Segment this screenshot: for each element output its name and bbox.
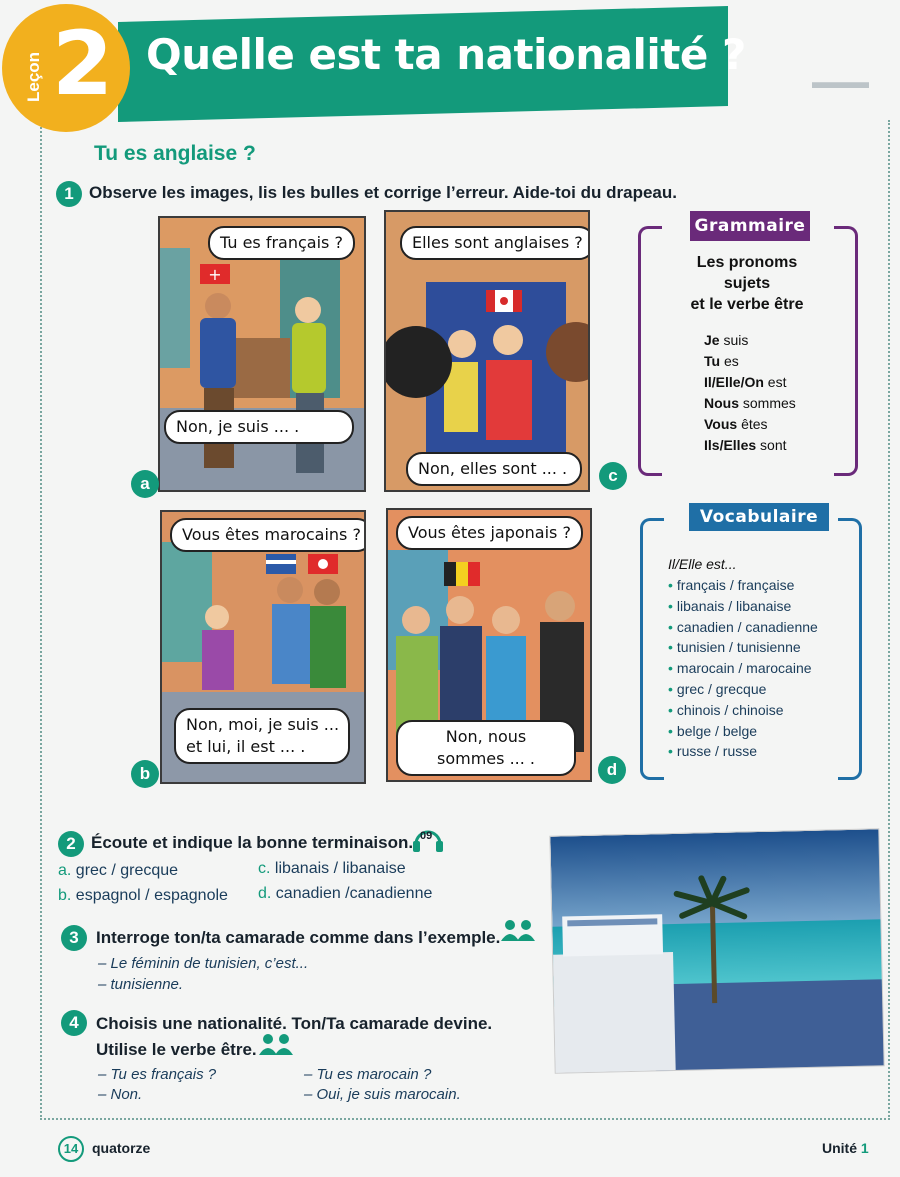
- exercise-3-example-line-1: – Le féminin de tunisien, c’est...: [98, 955, 309, 972]
- item-text: libanais / libanaise: [270, 860, 406, 877]
- lesson-label: Leçon: [24, 51, 43, 102]
- vocabulaire-list: [668, 575, 818, 762]
- item-text: canadien /canadienne: [271, 885, 433, 902]
- conjugation-row: [704, 330, 796, 351]
- answer-line-2: sommes ... .: [437, 749, 535, 768]
- speech-bubble-answer: [396, 720, 576, 776]
- pronoun: Nous: [704, 395, 739, 411]
- vocab-item-text: chinois / chinoise: [676, 701, 784, 718]
- headphones-icon[interactable]: [411, 824, 445, 854]
- conjugation-list: [704, 330, 796, 456]
- speech-bubble-question: Vous êtes marocains ?: [170, 518, 366, 552]
- verb-form: sommes: [739, 395, 796, 411]
- exercise-2-instruction: Écoute et indique la bonne terminaison.: [91, 833, 414, 852]
- section-subtitle: Tu es anglaise ?: [94, 142, 256, 165]
- page-number-badge: 14: [58, 1136, 84, 1162]
- vocabulaire-bracket-left: [640, 518, 664, 780]
- answer-line-1: Non, nous: [445, 727, 527, 746]
- page-title: Quelle est ta nationalité ?: [146, 30, 746, 79]
- grammaire-title-line-1: Les pronoms: [696, 254, 798, 271]
- verb-form: êtes: [737, 416, 768, 432]
- panel-letter-d: d: [598, 756, 626, 784]
- bleed-through-decoration: ▬▬▬: [812, 72, 869, 93]
- grammaire-bracket-right: [834, 226, 858, 476]
- verb-form: sont: [756, 437, 787, 453]
- exercise-3-instruction: Interroge ton/ta camarade comme dans l’exemple.: [96, 928, 501, 947]
- conjugation-row: [704, 372, 796, 393]
- verb-form: es: [720, 353, 739, 369]
- vocabulaire-bracket-right: [838, 518, 862, 780]
- vocab-item-text: français / française: [676, 577, 795, 593]
- exercise-1-instruction: Observe les images, lis les bulles et corrige l’erreur. Aide-toi du drapeau.: [89, 183, 677, 202]
- grammaire-title: [672, 252, 822, 315]
- vocab-item: • marocain / marocaine: [668, 660, 812, 677]
- grammaire-tab: Grammaire: [690, 211, 810, 241]
- comic-panel-b: [160, 510, 366, 784]
- exercise-4-example-left-1: – Tu es français ?: [98, 1066, 217, 1083]
- speech-bubble-question: Tu es français ?: [208, 226, 355, 260]
- grammaire-title-line-2: sujets: [723, 275, 771, 292]
- exercise-2-item-a: [58, 862, 178, 880]
- vocabulaire-tab: Vocabulaire: [689, 503, 829, 531]
- lesson-number: 2: [52, 12, 114, 115]
- vocab-item-text: belge / belge: [676, 722, 758, 739]
- item-text: espagnol / espagnole: [71, 887, 228, 904]
- verb-form: suis: [719, 332, 749, 348]
- pair-work-icon: [500, 919, 536, 943]
- vocab-item-text: canadien / canadienne: [676, 618, 818, 635]
- grammaire-bracket-left: [638, 226, 662, 476]
- tunisia-coast-photo: [549, 828, 884, 1073]
- conjugation-row: [704, 393, 796, 414]
- vocab-item: • chinois / chinoise: [668, 701, 784, 718]
- comic-panel-a: [158, 216, 366, 492]
- exercise-2-item-b: [58, 887, 228, 905]
- comic-panel-c: [384, 210, 590, 492]
- exercise-4-badge: 4: [61, 1010, 87, 1036]
- exercise-4-example-right-1: – Tu es marocain ?: [304, 1066, 432, 1083]
- item-label: b.: [58, 887, 72, 904]
- answer-line-1: Non, moi, je suis ...: [186, 715, 340, 734]
- speech-bubble-answer: Non, elles sont ... .: [406, 452, 582, 486]
- vocab-item-text: russe / russe: [676, 743, 758, 760]
- item-text: grec / grecque: [71, 862, 179, 879]
- vocab-item: • belge / belge: [668, 722, 758, 739]
- exercise-4-example-right-2: – Oui, je suis marocain.: [304, 1086, 461, 1103]
- exercise-3-example-line-2: – tunisienne.: [98, 976, 184, 993]
- vocab-item: • canadien / canadienne: [668, 618, 818, 635]
- panel-letter-a: a: [131, 470, 159, 498]
- exercise-3-badge: 3: [61, 925, 87, 951]
- conjugation-row: [704, 351, 796, 372]
- exercise-2-item-c: [258, 860, 406, 878]
- panel-letter-c: c: [599, 462, 627, 490]
- item-label: c.: [258, 860, 271, 877]
- conjugation-row: [704, 414, 796, 435]
- exercise-4-example-left-2: – Non.: [98, 1086, 143, 1103]
- exercise-1-badge: 1: [56, 181, 82, 207]
- pair-work-icon: [258, 1033, 294, 1057]
- speech-bubble-question: Elles sont anglaises ?: [400, 226, 590, 260]
- vocab-item: • russe / russe: [668, 743, 758, 760]
- vocab-item: • français / française: [668, 577, 795, 593]
- answer-line-2: et lui, il est ... .: [186, 737, 306, 756]
- vocab-item-text: libanais / libanaise: [676, 597, 792, 614]
- vocab-item-text: marocain / marocaine: [676, 660, 812, 677]
- conjugation-row: [704, 435, 796, 456]
- verb-form: est: [763, 374, 787, 390]
- vocab-item: • tunisien / tunisienne: [668, 639, 801, 656]
- unit-indicator: [822, 1140, 869, 1156]
- vocab-item-text: tunisien / tunisienne: [676, 639, 801, 656]
- audio-track-number: 09: [420, 830, 433, 842]
- vocab-item: • libanais / libanaise: [668, 597, 792, 614]
- speech-bubble-answer: [174, 708, 350, 764]
- pronoun: Je: [704, 332, 720, 348]
- pronoun: Ils/Elles: [704, 437, 757, 453]
- exercise-4-instruction-line-1: Choisis une nationalité. Ton/Ta camarade devine.: [96, 1014, 493, 1033]
- item-label: d.: [258, 885, 272, 902]
- speech-bubble-question: Vous êtes japonais ?: [396, 516, 583, 550]
- vocabulaire-heading: Il/Elle est...: [668, 556, 737, 572]
- speech-bubble-answer: Non, je suis ... .: [164, 410, 354, 444]
- panel-letter-b: b: [131, 760, 159, 788]
- pronoun: Vous: [704, 416, 738, 432]
- pronoun: Il/Elle/On: [704, 374, 764, 390]
- vocab-item: • grec / grecque: [668, 680, 767, 697]
- page-number-word: quatorze: [92, 1140, 151, 1156]
- svg-text:+: +: [208, 265, 222, 284]
- exercise-2-item-d: [258, 885, 432, 903]
- unit-label: Unité: [822, 1140, 857, 1156]
- exercise-4-instruction-line-2: Utilise le verbe être.: [96, 1040, 257, 1059]
- unit-number: 1: [860, 1140, 869, 1156]
- pronoun: Tu: [704, 353, 721, 369]
- grammaire-title-line-3: et le verbe être: [690, 296, 804, 313]
- comic-panel-d: [386, 508, 592, 782]
- vocab-item-text: grec / grecque: [676, 680, 767, 697]
- lesson-label-wrap: [24, 51, 44, 172]
- exercise-2-badge: 2: [58, 831, 84, 857]
- item-label: a.: [58, 862, 72, 879]
